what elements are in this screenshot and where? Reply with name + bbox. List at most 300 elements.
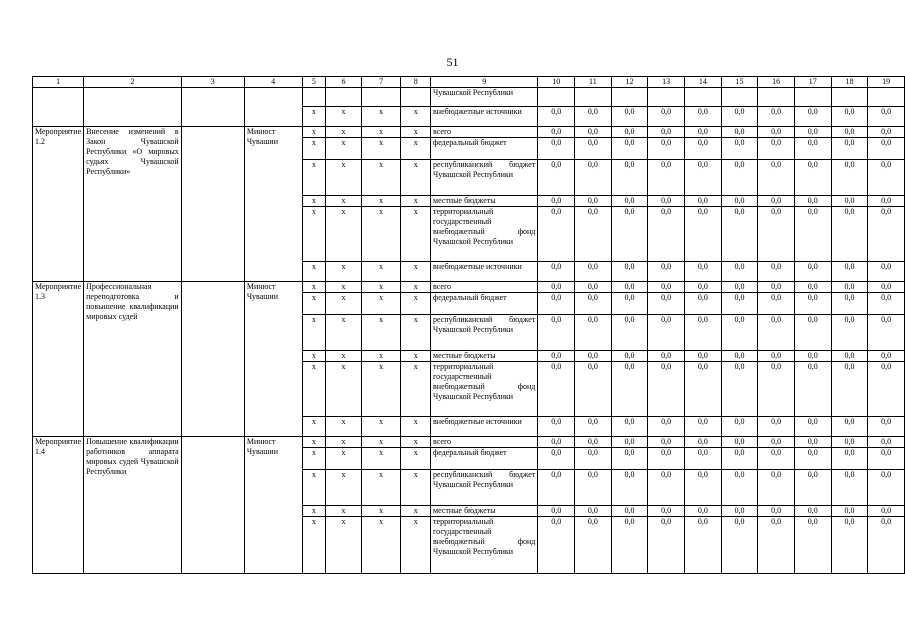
value-cell: 0,0 (721, 362, 758, 417)
value-cell: 0,0 (868, 470, 905, 506)
value-cell: 0,0 (721, 417, 758, 437)
table-row (33, 437, 905, 448)
value-cell: 0,0 (758, 107, 795, 127)
value-cell: 0,0 (648, 160, 685, 196)
value-cell: 0,0 (648, 315, 685, 351)
value-cell: 0,0 (684, 470, 721, 506)
code-cell: х (302, 127, 326, 138)
value-cell: 0,0 (575, 437, 612, 448)
value-cell: 0,0 (758, 362, 795, 417)
code-cell: х (326, 282, 362, 293)
value-cell: 0,0 (538, 362, 575, 417)
value-cell: 0,0 (758, 127, 795, 138)
value-cell: 0,0 (538, 282, 575, 293)
value-cell: 0,0 (575, 351, 612, 362)
value-cell: 0,0 (648, 207, 685, 262)
empty-cell (181, 437, 244, 574)
value-cell: 0,0 (831, 160, 868, 196)
column-number-cell: 13 (648, 77, 685, 88)
column-number-cell: 18 (831, 77, 868, 88)
measure-cell (33, 88, 84, 127)
value-cell: 0,0 (575, 448, 612, 470)
value-cell: 0,0 (794, 160, 831, 196)
code-cell: х (401, 160, 431, 196)
value-cell: 0,0 (648, 262, 685, 282)
value-cell: 0,0 (611, 437, 648, 448)
code-cell: х (361, 351, 401, 362)
value-cell: 0,0 (831, 293, 868, 315)
value-cell: 0,0 (758, 315, 795, 351)
value-cell: 0,0 (794, 207, 831, 262)
value-cell: 0,0 (684, 506, 721, 517)
funding-source-cell: всего (431, 437, 538, 448)
code-cell: х (302, 160, 326, 196)
column-number-cell: 7 (361, 77, 401, 88)
value-cell: 0,0 (794, 437, 831, 448)
code-cell: х (401, 470, 431, 506)
value-cell: 0,0 (575, 107, 612, 127)
value-cell (758, 88, 795, 107)
value-cell: 0,0 (575, 293, 612, 315)
funding-source-cell: местные бюджеты (431, 506, 538, 517)
code-cell: х (302, 470, 326, 506)
value-cell: 0,0 (831, 207, 868, 262)
value-cell: 0,0 (758, 282, 795, 293)
code-cell: х (401, 127, 431, 138)
code-cell: х (401, 138, 431, 160)
code-cell: х (401, 196, 431, 207)
code-cell: х (401, 207, 431, 262)
value-cell: 0,0 (575, 315, 612, 351)
value-cell: 0,0 (831, 448, 868, 470)
code-cell: х (326, 107, 362, 127)
column-number-cell: 14 (684, 77, 721, 88)
column-number-cell: 17 (794, 77, 831, 88)
code-cell: х (361, 437, 401, 448)
executor-cell: Минюст Чувашии (244, 127, 302, 282)
funding-source-cell: территориальный государственный внебюджетный фонд Чувашской Республики (431, 207, 538, 262)
value-cell: 0,0 (831, 437, 868, 448)
value-cell: 0,0 (538, 417, 575, 437)
column-number-cell: 1 (33, 77, 84, 88)
code-cell: х (361, 506, 401, 517)
value-cell: 0,0 (538, 196, 575, 207)
value-cell (648, 88, 685, 107)
value-cell: 0,0 (758, 160, 795, 196)
value-cell: 0,0 (831, 127, 868, 138)
column-number-cell: 19 (868, 77, 905, 88)
value-cell: 0,0 (611, 282, 648, 293)
value-cell: 0,0 (575, 517, 612, 574)
code-cell: х (401, 506, 431, 517)
value-cell: 0,0 (868, 437, 905, 448)
value-cell: 0,0 (648, 138, 685, 160)
code-cell: х (302, 207, 326, 262)
code-cell: х (326, 362, 362, 417)
value-cell: 0,0 (831, 315, 868, 351)
value-cell: 0,0 (794, 362, 831, 417)
value-cell: 0,0 (575, 506, 612, 517)
value-cell: 0,0 (611, 315, 648, 351)
value-cell: 0,0 (794, 315, 831, 351)
code-cell: х (326, 207, 362, 262)
value-cell: 0,0 (831, 517, 868, 574)
empty-cell (181, 127, 244, 282)
value-cell: 0,0 (538, 160, 575, 196)
code-cell: х (302, 293, 326, 315)
code-cell: х (326, 196, 362, 207)
value-cell: 0,0 (868, 196, 905, 207)
value-cell: 0,0 (868, 207, 905, 262)
code-cell (361, 88, 401, 107)
value-cell: 0,0 (721, 262, 758, 282)
code-cell: х (326, 127, 362, 138)
value-cell: 0,0 (868, 506, 905, 517)
column-number-cell: 11 (575, 77, 612, 88)
value-cell: 0,0 (721, 293, 758, 315)
funding-source-cell: местные бюджеты (431, 351, 538, 362)
value-cell: 0,0 (794, 417, 831, 437)
code-cell: х (326, 448, 362, 470)
funding-source-cell: республиканский бюджет Чувашской Республики (431, 160, 538, 196)
value-cell: 0,0 (538, 506, 575, 517)
value-cell: 0,0 (575, 207, 612, 262)
value-cell: 0,0 (648, 448, 685, 470)
funding-source-cell: республиканский бюджет Чувашской Республики (431, 470, 538, 506)
code-cell: х (326, 437, 362, 448)
value-cell: 0,0 (758, 437, 795, 448)
funding-source-cell: территориальный государственный внебюджетный фонд Чувашской Республики (431, 517, 538, 574)
value-cell: 0,0 (868, 315, 905, 351)
funding-source-cell: федеральный бюджет (431, 293, 538, 315)
value-cell: 0,0 (575, 470, 612, 506)
column-number-cell: 8 (401, 77, 431, 88)
value-cell: 0,0 (868, 160, 905, 196)
value-cell: 0,0 (831, 262, 868, 282)
value-cell: 0,0 (794, 448, 831, 470)
value-cell: 0,0 (758, 470, 795, 506)
value-cell: 0,0 (648, 282, 685, 293)
funding-source-cell: внебюджетные источники (431, 107, 538, 127)
value-cell: 0,0 (721, 437, 758, 448)
value-cell: 0,0 (758, 138, 795, 160)
value-cell: 0,0 (611, 138, 648, 160)
value-cell: 0,0 (868, 293, 905, 315)
value-cell: 0,0 (575, 262, 612, 282)
code-cell: х (401, 282, 431, 293)
value-cell: 0,0 (575, 127, 612, 138)
code-cell: х (361, 293, 401, 315)
table-row (33, 127, 905, 138)
description-cell (84, 88, 182, 127)
code-cell (326, 88, 362, 107)
value-cell: 0,0 (831, 282, 868, 293)
value-cell: 0,0 (684, 351, 721, 362)
value-cell: 0,0 (538, 127, 575, 138)
budget-table (32, 76, 905, 574)
code-cell: х (401, 107, 431, 127)
value-cell: 0,0 (794, 470, 831, 506)
column-number-cell: 6 (326, 77, 362, 88)
value-cell: 0,0 (721, 517, 758, 574)
code-cell: х (302, 417, 326, 437)
funding-source-cell: территориальный государственный внебюджетный фонд Чувашской Республики (431, 362, 538, 417)
value-cell: 0,0 (611, 127, 648, 138)
value-cell: 0,0 (611, 262, 648, 282)
value-cell: 0,0 (868, 282, 905, 293)
value-cell: 0,0 (721, 506, 758, 517)
column-number-cell: 3 (181, 77, 244, 88)
value-cell: 0,0 (831, 107, 868, 127)
executor-cell: Минюст Чувашии (244, 282, 302, 437)
page-number: 51 (446, 55, 459, 69)
description-cell: Внесение изменений в Закон Чувашской Республики «О мировых судьях Чувашской Республики» (84, 127, 182, 282)
empty-cell (181, 88, 244, 127)
value-cell: 0,0 (648, 107, 685, 127)
value-cell (794, 88, 831, 107)
value-cell: 0,0 (794, 506, 831, 517)
table-row (33, 282, 905, 293)
value-cell: 0,0 (794, 262, 831, 282)
value-cell: 0,0 (684, 417, 721, 437)
value-cell: 0,0 (721, 448, 758, 470)
code-cell: х (326, 160, 362, 196)
description-cell: Профессиональная переподготовка и повышение квалификации мировых судей (84, 282, 182, 437)
code-cell: х (302, 437, 326, 448)
column-number-cell: 9 (431, 77, 538, 88)
value-cell: 0,0 (831, 351, 868, 362)
funding-source-cell: федеральный бюджет (431, 448, 538, 470)
value-cell (538, 88, 575, 107)
value-cell: 0,0 (758, 207, 795, 262)
code-cell: х (326, 417, 362, 437)
value-cell: 0,0 (684, 160, 721, 196)
code-cell: х (361, 470, 401, 506)
value-cell (831, 88, 868, 107)
value-cell: 0,0 (758, 506, 795, 517)
value-cell: 0,0 (538, 107, 575, 127)
empty-cell (181, 282, 244, 437)
code-cell: х (326, 506, 362, 517)
value-cell: 0,0 (538, 470, 575, 506)
code-cell: х (302, 107, 326, 127)
value-cell: 0,0 (611, 196, 648, 207)
value-cell: 0,0 (868, 448, 905, 470)
value-cell: 0,0 (721, 160, 758, 196)
measure-cell: Мероприятие 1.2 (33, 127, 84, 282)
value-cell: 0,0 (611, 362, 648, 417)
value-cell: 0,0 (648, 362, 685, 417)
funding-source-cell: республиканский бюджет Чувашской Республики (431, 315, 538, 351)
code-cell: х (401, 417, 431, 437)
value-cell: 0,0 (611, 351, 648, 362)
code-cell: х (361, 417, 401, 437)
value-cell: 0,0 (721, 470, 758, 506)
value-cell: 0,0 (758, 517, 795, 574)
code-cell: х (302, 506, 326, 517)
value-cell: 0,0 (758, 262, 795, 282)
value-cell: 0,0 (684, 437, 721, 448)
value-cell: 0,0 (831, 196, 868, 207)
value-cell: 0,0 (868, 107, 905, 127)
value-cell: 0,0 (648, 506, 685, 517)
value-cell: 0,0 (831, 506, 868, 517)
code-cell: х (361, 160, 401, 196)
value-cell: 0,0 (794, 517, 831, 574)
value-cell: 0,0 (575, 362, 612, 417)
value-cell: 0,0 (758, 293, 795, 315)
code-cell: х (401, 517, 431, 574)
value-cell: 0,0 (611, 506, 648, 517)
value-cell: 0,0 (538, 517, 575, 574)
code-cell: х (401, 351, 431, 362)
value-cell: 0,0 (648, 517, 685, 574)
value-cell: 0,0 (721, 196, 758, 207)
value-cell: 0,0 (611, 107, 648, 127)
funding-source-cell: федеральный бюджет (431, 138, 538, 160)
value-cell: 0,0 (794, 351, 831, 362)
value-cell: 0,0 (611, 293, 648, 315)
value-cell: 0,0 (538, 293, 575, 315)
code-cell: х (361, 362, 401, 417)
value-cell: 0,0 (684, 207, 721, 262)
funding-source-cell: местные бюджеты (431, 196, 538, 207)
column-number-row (33, 77, 905, 88)
code-cell: х (361, 196, 401, 207)
measure-cell: Мероприятие 1.3 (33, 282, 84, 437)
funding-source-cell: всего (431, 282, 538, 293)
code-cell: х (302, 362, 326, 417)
value-cell: 0,0 (648, 437, 685, 448)
value-cell: 0,0 (575, 417, 612, 437)
value-cell: 0,0 (721, 351, 758, 362)
value-cell: 0,0 (611, 470, 648, 506)
value-cell: 0,0 (538, 207, 575, 262)
code-cell: х (401, 315, 431, 351)
value-cell (575, 88, 612, 107)
value-cell: 0,0 (721, 138, 758, 160)
funding-source-cell: внебюджетные источники (431, 262, 538, 282)
value-cell: 0,0 (648, 417, 685, 437)
value-cell: 0,0 (831, 362, 868, 417)
code-cell: х (361, 207, 401, 262)
value-cell: 0,0 (611, 160, 648, 196)
column-number-cell: 4 (244, 77, 302, 88)
value-cell (721, 88, 758, 107)
code-cell: х (302, 282, 326, 293)
value-cell: 0,0 (611, 448, 648, 470)
column-number-cell: 2 (84, 77, 182, 88)
code-cell: х (326, 315, 362, 351)
value-cell: 0,0 (611, 417, 648, 437)
value-cell: 0,0 (538, 315, 575, 351)
value-cell: 0,0 (794, 127, 831, 138)
value-cell: 0,0 (868, 262, 905, 282)
value-cell: 0,0 (721, 315, 758, 351)
code-cell: х (326, 293, 362, 315)
value-cell: 0,0 (575, 138, 612, 160)
code-cell: х (302, 262, 326, 282)
code-cell: х (302, 351, 326, 362)
code-cell: х (302, 196, 326, 207)
column-number-cell: 12 (611, 77, 648, 88)
code-cell: х (361, 315, 401, 351)
code-cell (302, 88, 326, 107)
value-cell: 0,0 (538, 351, 575, 362)
value-cell: 0,0 (794, 293, 831, 315)
code-cell: х (401, 262, 431, 282)
value-cell: 0,0 (721, 282, 758, 293)
value-cell: 0,0 (831, 138, 868, 160)
value-cell: 0,0 (868, 417, 905, 437)
value-cell: 0,0 (868, 127, 905, 138)
value-cell: 0,0 (575, 196, 612, 207)
value-cell: 0,0 (868, 138, 905, 160)
code-cell: х (326, 262, 362, 282)
code-cell: х (302, 517, 326, 574)
value-cell: 0,0 (575, 282, 612, 293)
value-cell: 0,0 (684, 448, 721, 470)
value-cell: 0,0 (648, 127, 685, 138)
code-cell: х (401, 448, 431, 470)
value-cell: 0,0 (758, 417, 795, 437)
code-cell: х (326, 351, 362, 362)
code-cell: х (361, 138, 401, 160)
value-cell (684, 88, 721, 107)
description-cell: Повышение квалификации работников аппарата мировых судей Чувашской Республики (84, 437, 182, 574)
code-cell: х (361, 127, 401, 138)
code-cell: х (326, 138, 362, 160)
value-cell: 0,0 (648, 470, 685, 506)
column-number-cell: 5 (302, 77, 326, 88)
table-row (33, 88, 905, 107)
funding-source-cell: Чувашской Республики (431, 88, 538, 107)
funding-source-cell: внебюджетные источники (431, 417, 538, 437)
column-number-cell: 16 (758, 77, 795, 88)
column-number-cell: 10 (538, 77, 575, 88)
measure-cell: Мероприятие 1.4 (33, 437, 84, 574)
code-cell: х (361, 282, 401, 293)
value-cell: 0,0 (868, 362, 905, 417)
value-cell: 0,0 (721, 127, 758, 138)
value-cell: 0,0 (684, 517, 721, 574)
value-cell: 0,0 (758, 196, 795, 207)
code-cell: х (302, 448, 326, 470)
code-cell: х (401, 293, 431, 315)
value-cell: 0,0 (684, 196, 721, 207)
value-cell: 0,0 (538, 448, 575, 470)
code-cell: х (401, 437, 431, 448)
value-cell: 0,0 (648, 196, 685, 207)
value-cell: 0,0 (684, 138, 721, 160)
executor-cell: Минюст Чувашии (244, 437, 302, 574)
value-cell: 0,0 (831, 470, 868, 506)
value-cell: 0,0 (721, 207, 758, 262)
code-cell: х (361, 517, 401, 574)
value-cell: 0,0 (758, 351, 795, 362)
code-cell: х (326, 517, 362, 574)
value-cell: 0,0 (611, 517, 648, 574)
value-cell: 0,0 (721, 107, 758, 127)
value-cell: 0,0 (575, 160, 612, 196)
code-cell: х (326, 470, 362, 506)
code-cell: х (302, 138, 326, 160)
value-cell: 0,0 (794, 196, 831, 207)
value-cell (868, 88, 905, 107)
code-cell: х (361, 262, 401, 282)
value-cell: 0,0 (684, 293, 721, 315)
value-cell: 0,0 (684, 262, 721, 282)
